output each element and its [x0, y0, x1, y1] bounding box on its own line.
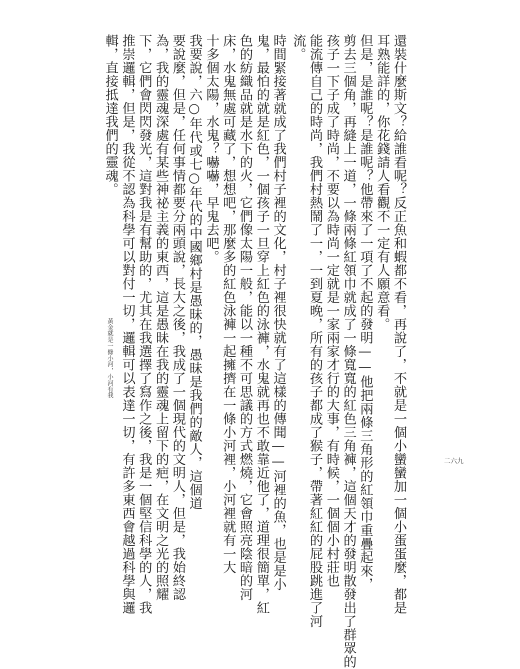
text-column: 剪去三個角，再縫上一道，一條兩條紅領巾就成了一條寬寬的紅色三角褲，這個天才的發明散發出了群眾的 — [340, 34, 356, 669]
text-column: 流。 — [290, 34, 306, 61]
text-column: 我要說，六○年代或七○年代的中國鄉村是愚昧的，愚昧是我們的敵人，這個道 — [186, 34, 202, 511]
text-column: 能流傳自己的時尚，我們村熱鬧了一，一到夏晚，所有的孩子都成了猴子，帶著紅紅的屁股跳進了河 — [307, 34, 323, 628]
text-column: 耳熟能詳的，你花錢請人看觀不一定有人願意看。 — [374, 34, 390, 331]
text-column: 還裝什麼斯文？給誰看呢？反正魚和蝦都不看，再說了，不就是一個小蠻蠻加一個小蛋蛋麼，都是 — [391, 34, 406, 615]
text-column: 輯，直接抵達我們的靈魂。 — [102, 34, 118, 196]
text-column: 為，我的靈魂深處有某些神祕主義的東西，這是愚昧在我的靈魂上留下的疤，在文明之光的照耀 — [153, 34, 169, 601]
text-column: 床，水鬼無處可藏了，想想吧，那麼多的紅色泳褲一起擁擠在一條小河裡，小河裡就有一大 — [220, 34, 236, 574]
text-column: 要說麼，但是，任何事情都要分兩頭說，長大之後，我成了一個現代的文明人，但是，我始終認 — [169, 34, 185, 601]
text-column: 時間緊接著就成了我們村子裡的文化，村子裡很快就有了這樣的傳聞——河裡的魚，也是是小 — [270, 34, 286, 592]
text-column: 孩子一下子成了時尚，不要以為時尚一定就是一家兩家才行的大事，有時候，一個個小村莊也 — [323, 34, 339, 588]
text-column: 鬼，最怕的就是紅色，一個孩子一旦穿上紅色的泳褲，水鬼就再也不敢靠近他了，道理很簡單，紅 — [253, 34, 269, 615]
text-column: 但是，是誰呢？是誰呢？他帶來了一項了不起的發明——他把兩條三角形的紅領巾重疊起來， — [357, 34, 373, 592]
text-column: 下，它們會閃閃發光，這對我是有幫助的，尤其在我選擇了寫作之後，我是一個堅信科學的人，我 — [136, 34, 152, 615]
page-number: 二六九 — [444, 457, 464, 465]
text-column: 色的紡織品就是水下的火，它們像太陽一般，能以一種不可思議的方式燃燒，它會照亮陰暗的河 — [237, 34, 253, 601]
text-column: 十多個太陽，水鬼？嚇嚇，早鬼去吧。 — [203, 34, 219, 264]
running-header: 黃金就是一條小河，小河有我 — [106, 318, 113, 399]
text-column: 推崇邏輯，但是，我從不認為科學可以對付一切，邏輯可以表達一切，有許多東西會越過科學與邏 — [119, 34, 135, 615]
